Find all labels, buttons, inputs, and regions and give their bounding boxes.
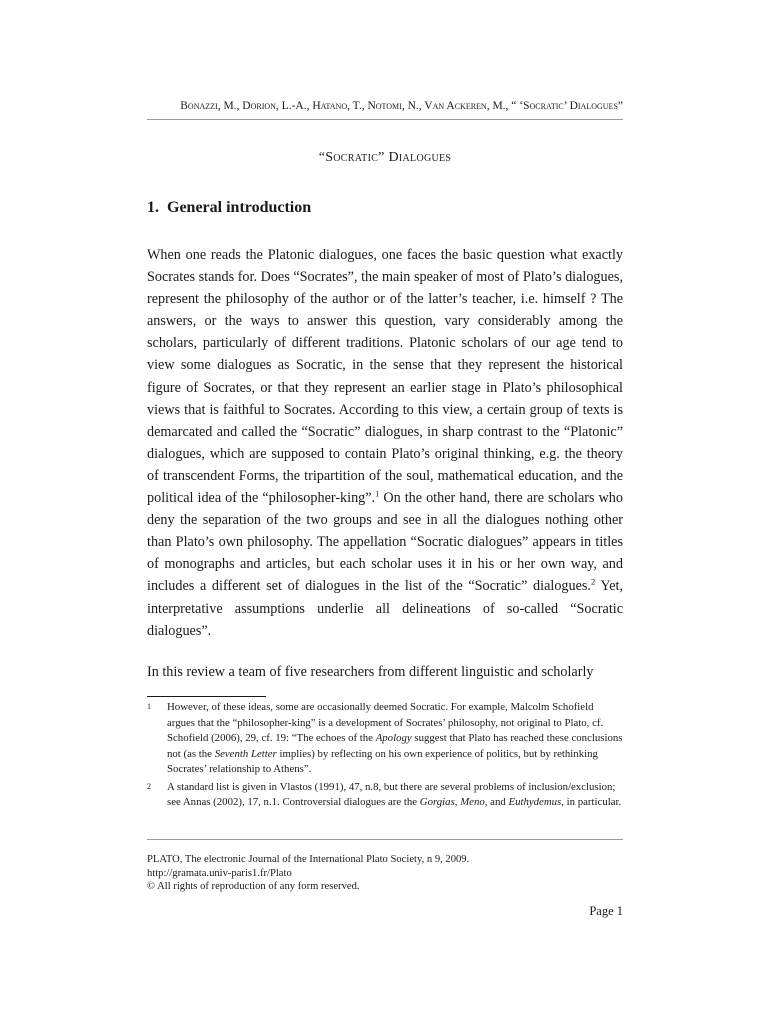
body-paragraph (147, 244, 623, 642)
footnote (147, 780, 623, 811)
journal-url[interactable]: http://gramata.univ-paris1.fr/Plato (147, 867, 292, 879)
header-divider (147, 119, 623, 120)
rights-notice: © All rights of reproduction of any form reserved. (147, 881, 360, 892)
page-footer (147, 853, 623, 894)
section-title: General introduction (167, 199, 312, 216)
running-header: Bonazzi, M., Dorion, L.-A., Hatano, T., Notomi, N., Van Ackeren, M., “ ‘Socratic’ Dialogues” (180, 100, 623, 112)
footnote-italic: Seventh Letter (214, 747, 277, 760)
paragraph-text: Yet, interpretative assumptions underlie all delineations of so-called “Socratic dialogues”. (147, 578, 623, 639)
document-title: “Socratic” Dialogues (318, 150, 452, 165)
paragraph-text: On the other hand, there are scholars who deny the separation of the two groups and see in all the dialogues nothing other than Plato’s own philosophy. The appellation “Socratic dialogues” appears in titles of monographs and articles, but each scholar uses it in his or her own way, and includes a different set of dialogues in the list of the “Socratic” dialogues. (147, 490, 623, 595)
footnote-text: A standard list is given in Vlastos (1991), 47, n.8, but there are several problems of inclusion/exclusion; see Annas (2002), 17, n.1. Controversial dialogues are the (167, 780, 616, 808)
footnote-italic: Euthydemus (508, 796, 562, 808)
footer-divider (147, 839, 623, 840)
footnote-text: However, of these ideas, some are occasionally deemed Socratic. For example, Malcolm Schofield argues that the “philosopher-king” is a development of Socrates’ philosophy, not original to Plato, cf. Schofield (2006), 29, cf. 19: “The echoes of the (167, 701, 604, 744)
footnote-text: implies) by reflecting on his own experience of politics, but by rethinking Socrates’ relationship to Athens”. (167, 747, 598, 775)
footnote-text: , (454, 796, 461, 808)
footnotes (147, 700, 623, 813)
footnote-text: , in particular. (561, 796, 622, 808)
footnote-number: 2 (147, 781, 151, 791)
footnote-text: suggest that Plato has reached these conclusions not (as the (167, 732, 623, 760)
footnote-reference[interactable]: 2 (590, 576, 596, 587)
footnote-italic: Meno (460, 796, 485, 808)
body-paragraph: In this review a team of five researchers from different linguistic and scholarly (147, 664, 594, 680)
page-number: Page 1 (589, 904, 623, 918)
section-heading (147, 199, 311, 217)
footnote-text: , and (484, 796, 509, 808)
footnote-italic: Apology (375, 732, 412, 744)
footnote-divider (147, 696, 266, 697)
footnote-italic: Gorgias (419, 796, 455, 808)
footnote-number: 1 (147, 702, 151, 711)
footnote (147, 700, 623, 778)
journal-info: PLATO, The electronic Journal of the International Plato Society, n 9, 2009. (147, 854, 470, 865)
section-number: 1. (147, 199, 159, 216)
footnote-reference[interactable]: 1 (375, 488, 380, 499)
paragraph-text: When one reads the Platonic dialogues, one faces the basic question what exactly Socrates stands for. Does “Socrates”, the main speaker of most of Plato’s dialogues, represent the philosophy of the author or of the latter’s teacher, i.e. himself ? The answers, or the ways to answer this question, vary considerably among the scholars, particularly of different traditions. Platonic scholars of our age tend to view some dialogues as Socratic, in the sense that they represent the historical figure of Socrates, or that they represent an earlier stage in Plato’s philosophical views that is faithful to Socrates. According to this view, a certain group of texts is demarcated and called the “Socratic” dialogues, in sharp contrast to the “Platonic” dialogues, which are supposed to contain Plato’s original thinking, e.g. the theory of transcendent Forms, the tripartition of the soul, mathematical education, and the political idea of the “philosopher-king”. (147, 247, 623, 507)
